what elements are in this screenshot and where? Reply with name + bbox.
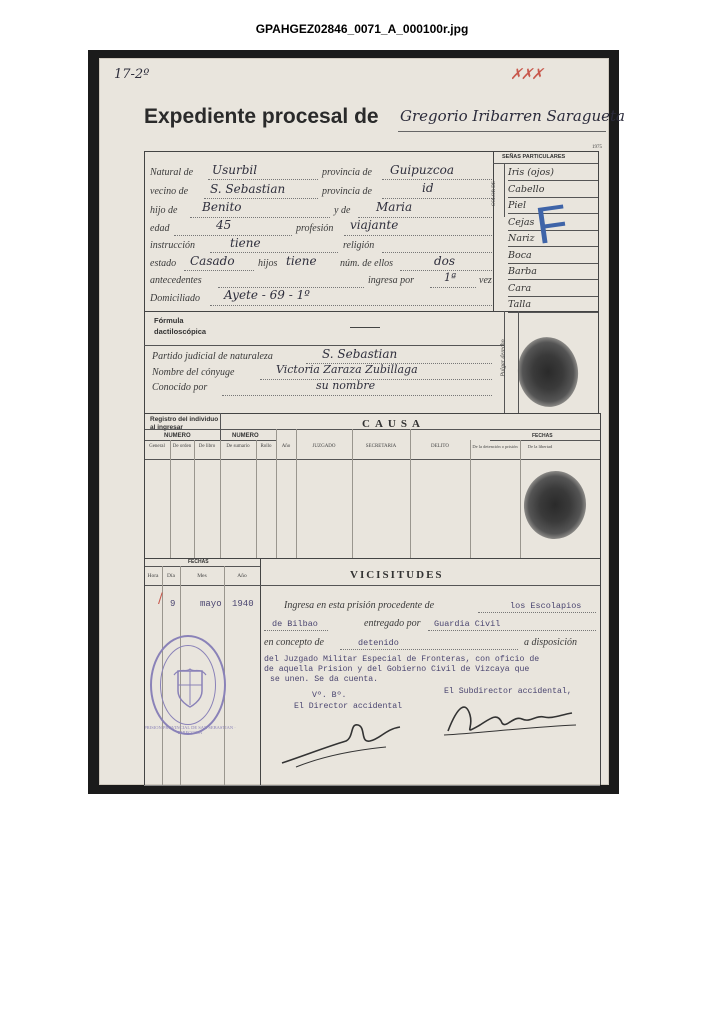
partido-value: S. Sebastian (322, 347, 398, 361)
formula-label: Fórmula dactiloscópica (154, 316, 207, 336)
senas-item-label: Iris (ojos) (508, 167, 554, 178)
vecino-value: S. Sebastian (210, 182, 286, 196)
subdirector-label: El Subdirector accidental, (444, 687, 572, 696)
causa-col-header: De orden (172, 444, 192, 449)
profesion-value: viajante (350, 218, 399, 232)
causa-col-header: De la detención o prisión (472, 444, 518, 449)
hora-mark: / (158, 591, 163, 607)
senas-mark: F (532, 194, 572, 256)
natural-de-label: Natural de (150, 167, 194, 178)
profesion-label: profesión (296, 223, 334, 234)
ingresa-label: ingresa por (368, 275, 415, 286)
concepto-label: en concepto de (264, 637, 324, 648)
provincia2-label: provincia de (322, 186, 372, 197)
causa-col-header: JUZGADO (312, 444, 336, 449)
page-title: Expediente procesal de (144, 105, 379, 128)
coat-of-arms-icon (172, 665, 208, 709)
domicilio-value: Ayete - 69 - 1º (224, 288, 310, 302)
num-ellos-value: dos (434, 254, 456, 268)
senas-title: SEÑAS PARTICULARES (502, 154, 566, 160)
causa-col-header: DELITO (431, 444, 449, 449)
file-name: GPAHGEZ02846_0071_A_000100r.jpg (255, 22, 469, 36)
hijos-label: hijos (258, 258, 278, 269)
hijos-value: tiene (286, 254, 317, 268)
causa-col-header: De libro (198, 444, 216, 449)
concepto-value: detenido (358, 638, 399, 648)
typed-line-3: se unen. Se da cuenta. (270, 675, 379, 684)
senas-item (508, 165, 598, 181)
prisoner-name: Gregorio Iribarren Saragueta (400, 107, 625, 125)
causa-col-header: De la libertad (527, 444, 553, 449)
senas-item-label: Cejas (508, 216, 535, 228)
color-de-label: COLOR DE (491, 181, 497, 206)
registro-label: Registro del individuo al ingresar (150, 416, 219, 431)
stamp-text: PRISION PROVINCIAL DE SAN SEBASTIAN · DIRECCION (144, 725, 236, 735)
signature-subdirector (440, 695, 580, 741)
prison-stamp (144, 635, 236, 735)
vicisitudes-col-header: Día (167, 573, 175, 579)
causa-col-header: General (149, 444, 165, 449)
anio-value: 1940 (232, 599, 254, 609)
causa-col-divider (470, 440, 471, 558)
vecino-label: vecino de (150, 186, 189, 197)
procedente-value-2: de Bilbao (272, 619, 318, 629)
senas-item-label: Nariz (508, 233, 535, 244)
natural-de-value: Usurbil (212, 163, 258, 177)
causa-col-header: Año (281, 444, 291, 449)
causa-col-divider (194, 440, 195, 558)
causa-col-divider (170, 440, 171, 558)
instruccion-value: tiene (230, 236, 261, 250)
procedente-label: Ingresa en esta prisión procedente de (284, 600, 435, 611)
padre-value: Benito (202, 200, 242, 214)
causa-title: CAUSA (362, 418, 425, 430)
vicisitudes-col-header: Mes (197, 573, 207, 579)
vb-label: Vº. Bº. (312, 691, 347, 700)
y-de-label: y de (334, 205, 351, 216)
estado-label: estado (150, 258, 177, 269)
thumbprint-2 (521, 468, 590, 542)
edad-value: 45 (216, 218, 232, 232)
numero2-label: NUMERO (232, 433, 259, 439)
vicisitudes-fechas-label: FECHAS (188, 559, 209, 565)
document-sheet: 17-2º ✗✗✗ Expediente procesal de Gregorio Iribarren Saragueta 1975 Natural de Usurbil provincia de Guipuzcoa vecino de S. Sebastian provincia de id hijo de Benito y de Maria edad 45 profesión viajante instrucción tiene religión estado Casado hijos tiene núm. de ellos dos antecedentes ingresa por 1ª vez Domiciliado Ayete - 69 - 1º SEÑAS PARTICULARES COLOR DE Iris (ojos) Cabello Piel Cejas Nariz Boca Barba Cara Talla F Fórmula dactiloscópica Pulgar derecho Partido judicial de naturaleza S. Sebastian Nombre del cónyuge Victoria Zaraza Zubillaga Conocido por su nombre Registro del individuo al ingresar CAUSA NUMERO NUMERO FECHAS General De orden De libro De sumario Rollo Año JUZGADO SECRETARIA DELITO De la detención o prisión De la libertad FECHAS VICISITUDES Hora Día Mes Año 9 / mayo 1940 Ingresa en esta prisión procedente de los Escolapios de Bilbao entregado por Guardia Civil en concepto de detenido a disposición del Juzgado Militar Especial de Fronteras, con oficio de de aquella Prision y del Gobierno Civil de Vizcaya que se unen. Se da cuenta. El Subdirector accidental, Vº. Bº. El Director accidental PRISION PROVINCIAL DE SAN SEBASTIAN · DIRECCION (99, 58, 609, 785)
disposicion-label: a disposición (524, 637, 578, 648)
senas-item-label: Cara (508, 282, 532, 294)
vicisitudes-col-header: Hora (147, 573, 159, 579)
partido-label: Partido judicial de naturaleza (152, 351, 273, 362)
conocido-value: su nombre (316, 379, 376, 392)
causa-col-header: Rollo (260, 444, 272, 449)
director-label: El Director accidental (294, 702, 403, 711)
senas-item (508, 281, 598, 297)
causa-col-header: SECRETARIA (365, 444, 397, 449)
dia-value: 9 (170, 599, 176, 609)
provincia2-value: id (422, 181, 434, 195)
provincia-value: Guipuzcoa (390, 163, 454, 177)
vez-label: vez (479, 275, 492, 286)
conocido-label: Conocido por (152, 382, 208, 393)
red-scribble: ✗✗✗ (510, 65, 542, 83)
estado-value: Casado (190, 254, 235, 268)
vicisitudes-title: VICISITUDES (350, 569, 444, 581)
ingresa-value: 1ª (444, 271, 457, 284)
entregado-label: entregado por (364, 618, 421, 629)
procedente-value: los Escolapios (510, 601, 582, 611)
fechas-causa-label: FECHAS (532, 433, 553, 439)
instruccion-label: instrucción (150, 240, 195, 251)
causa-col-divider (256, 440, 257, 558)
signature-director (276, 711, 426, 771)
provincia-label: provincia de (322, 167, 372, 178)
corner-note: 17-2º (114, 67, 150, 82)
conyuge-value: Victoria Zaraza Zubillaga (276, 363, 418, 376)
causa-col-header: De sumario (226, 444, 250, 449)
thumbprint-1 (513, 333, 582, 411)
domicilio-label: Domiciliado (150, 293, 200, 304)
senas-item-label: Talla (508, 299, 532, 310)
mes-value: mayo (200, 599, 222, 609)
madre-value: Maria (376, 200, 413, 214)
typed-line-2: de aquella Prision y del Gobierno Civil de Vizcaya que (264, 665, 530, 674)
causa-col-divider (520, 440, 521, 558)
edad-label: edad (150, 223, 170, 234)
conyuge-label: Nombre del cónyuge (152, 367, 235, 378)
vicisitudes-col-header: Año (237, 573, 247, 579)
entregado-value: Guardia Civil (434, 619, 501, 629)
senas-item-label: Piel (508, 200, 527, 211)
senas-item (508, 297, 598, 313)
antecedentes-label: antecedentes (150, 275, 202, 286)
senas-item (508, 264, 598, 280)
senas-item-label: Cabello (508, 183, 545, 195)
senas-item-label: Boca (508, 249, 532, 261)
hijo-de-label: hijo de (150, 205, 178, 216)
senas-item-label: Barba (508, 266, 537, 277)
num-ellos-label: núm. de ellos (340, 258, 394, 269)
typed-line-1: del Juzgado Militar Especial de Fronteras, con oficio de (264, 655, 540, 664)
numero1-label: NUMERO (164, 433, 191, 439)
pulgar-label: Pulgar derecho (500, 339, 507, 377)
religion-label: religión (343, 240, 375, 251)
causa-col-divider (220, 440, 221, 558)
